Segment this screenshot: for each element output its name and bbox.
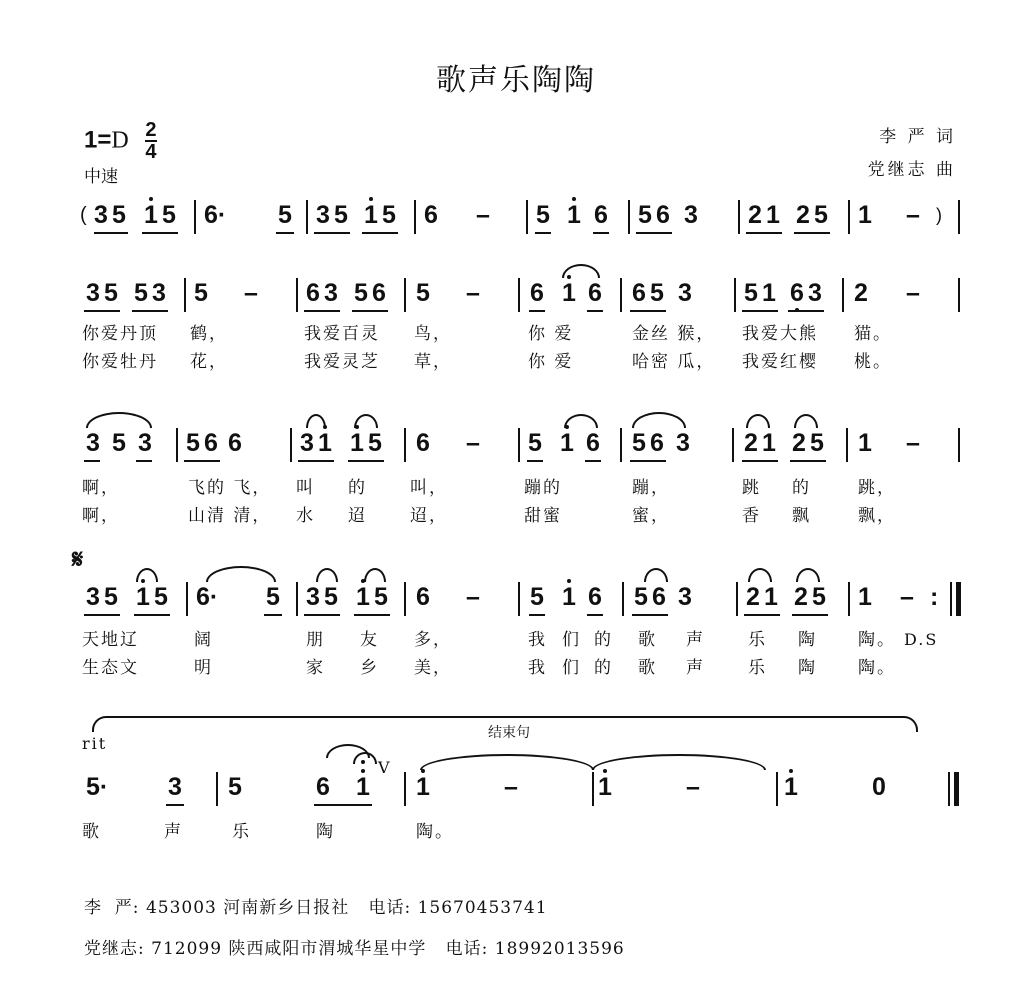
lyric: 水 <box>296 506 315 526</box>
note: 5 <box>638 201 652 229</box>
barline <box>306 200 308 234</box>
note: 3 <box>168 773 182 801</box>
slur <box>794 414 818 428</box>
note: 6 <box>372 279 386 307</box>
barline <box>628 200 630 234</box>
note: 3 <box>306 583 320 611</box>
note: 3 <box>86 429 100 457</box>
barline <box>404 582 406 616</box>
note: 1 <box>136 582 150 612</box>
lyric: 美， <box>414 658 452 678</box>
note: 2 <box>744 429 758 457</box>
note: 6 <box>424 201 438 229</box>
barline <box>848 200 850 234</box>
lyric: 陶 <box>798 630 817 650</box>
slur <box>364 568 386 582</box>
lyric: 阔 <box>194 630 213 650</box>
barline <box>736 582 738 616</box>
lyric: 歌 <box>82 822 101 842</box>
lyric: 飘 <box>792 506 811 526</box>
note: 5 <box>278 201 292 229</box>
lyric: 甜蜜 <box>524 506 562 526</box>
lyric: 猫。 <box>854 324 892 344</box>
lyric: 飞的 飞， <box>188 478 272 498</box>
dash: – <box>476 201 490 229</box>
barline <box>216 772 218 806</box>
lyric: 我 <box>528 658 547 678</box>
note: 1 <box>364 200 378 230</box>
note: 5 <box>112 201 126 229</box>
barline <box>290 428 292 462</box>
lyric: 明 <box>194 658 213 678</box>
note: 1 <box>356 582 370 612</box>
barline <box>176 428 178 462</box>
lyric: 的 <box>792 478 811 498</box>
lyric: 迢， <box>410 506 448 526</box>
final-barline-thick <box>954 772 959 806</box>
note: 5 <box>186 429 200 457</box>
note: 6 <box>306 279 320 307</box>
note: 5 <box>104 583 118 611</box>
lyric: 蹦， <box>632 478 670 498</box>
lyric: 生态文 <box>82 658 139 678</box>
final-barline-thin <box>948 772 950 806</box>
lyric: 多， <box>414 630 452 650</box>
note: 6 <box>594 201 608 229</box>
ending-label: 结束句 <box>488 725 530 741</box>
note: 2 <box>748 201 762 229</box>
lyric: 鸟， <box>414 324 452 344</box>
note: 1 <box>764 583 778 611</box>
lyric: 歌 <box>638 658 657 678</box>
lyric: 们 <box>562 630 581 650</box>
barline <box>404 428 406 462</box>
note: 6 <box>204 429 218 457</box>
note: 5· <box>86 773 109 801</box>
note: 5 <box>154 583 168 611</box>
lyric: 的 <box>594 658 613 678</box>
barline <box>518 428 520 462</box>
note: 6 <box>416 583 430 611</box>
lyrics-row-2 <box>82 324 972 374</box>
note: 6 <box>530 279 544 307</box>
barline <box>738 200 740 234</box>
tie <box>592 754 766 770</box>
composer-credit: 党继志 曲 <box>867 160 956 180</box>
lyric: 的 <box>348 478 367 498</box>
breath-mark: V <box>378 758 390 777</box>
slur <box>206 566 276 582</box>
barline <box>846 428 848 462</box>
note: 3 <box>684 201 698 229</box>
lyric: 陶。 <box>858 630 896 650</box>
note: 5 <box>528 429 542 457</box>
lyric: 陶 <box>798 658 817 678</box>
note: 5 <box>266 583 280 611</box>
barline <box>620 428 622 462</box>
lyric: 我爱百灵 <box>304 324 380 344</box>
note: 5 <box>134 279 148 307</box>
note: 3 <box>300 429 314 457</box>
lyric: 叫， <box>410 478 448 498</box>
note: 1 <box>766 201 780 229</box>
note: 6· <box>196 583 219 611</box>
barline <box>186 582 188 616</box>
lyric: 蜜， <box>632 506 670 526</box>
lyric: 乐 <box>748 658 767 678</box>
fermata-icon <box>353 752 377 764</box>
note: 1 <box>762 429 776 457</box>
key-letter: D <box>111 127 129 154</box>
note: 5 <box>650 279 664 307</box>
note: 2 <box>746 583 760 611</box>
barline <box>620 278 622 312</box>
note: 1 <box>762 279 776 307</box>
note: 6 <box>316 773 330 801</box>
note: 6 <box>632 279 646 307</box>
note: 5 <box>162 201 176 229</box>
slur <box>746 414 770 428</box>
slur <box>644 568 668 582</box>
note: 5 <box>112 429 126 457</box>
lyricist-credit: 李 严 词 <box>879 127 956 147</box>
note: 5 <box>194 279 208 307</box>
note: 3 <box>676 429 690 457</box>
tie <box>420 754 594 770</box>
note: 2 <box>796 201 810 229</box>
note: 1 <box>567 200 581 230</box>
note: 6 <box>416 429 430 457</box>
note: 2 <box>794 583 808 611</box>
barline <box>958 428 960 462</box>
note: 5 <box>810 429 824 457</box>
barline <box>592 772 594 806</box>
ds-marking: D.S <box>904 630 939 649</box>
barline <box>184 278 186 312</box>
note: 6 <box>652 583 666 611</box>
staff-row-3 <box>80 428 970 468</box>
note: 5 <box>632 429 646 457</box>
lyric: 友 <box>360 630 379 650</box>
note: 2 <box>792 429 806 457</box>
lyric: 陶 <box>316 822 335 842</box>
close-paren: ) <box>936 205 942 225</box>
lyric: 家 <box>306 658 325 678</box>
note: 5 <box>634 583 648 611</box>
note: 5 <box>814 201 828 229</box>
repeat-dots: : <box>930 583 939 611</box>
note: 3 <box>86 279 100 307</box>
barline <box>404 772 406 806</box>
lyric: 乐 <box>748 630 767 650</box>
note: 6 <box>228 429 242 457</box>
rit-marking: rit <box>82 734 108 753</box>
slur <box>316 568 338 582</box>
note: 1 <box>858 429 872 457</box>
note: 1 <box>562 582 576 612</box>
note: 1 <box>144 200 158 230</box>
note: 5 <box>104 279 118 307</box>
lyric: 你爱丹顶 <box>82 324 158 344</box>
dash: – <box>906 279 920 307</box>
lyric: 你 爱 <box>528 324 574 344</box>
barline <box>414 200 416 234</box>
note: 6 <box>656 201 670 229</box>
note: 1 <box>350 428 364 458</box>
note: 6 <box>790 278 804 308</box>
lyric: 跳， <box>858 478 896 498</box>
lyric: 叫 <box>296 478 315 498</box>
dash: – <box>504 773 518 801</box>
dash: – <box>466 583 480 611</box>
lyric: 金丝 猴， <box>632 324 716 344</box>
lyric: 乐 <box>232 822 251 842</box>
note: 5 <box>324 583 338 611</box>
note: 2 <box>854 279 868 307</box>
lyric: 你 爱 <box>528 352 574 372</box>
dash: – <box>466 279 480 307</box>
lyric: 乡 <box>360 658 379 678</box>
staff-row-5 <box>80 758 970 812</box>
note: 1 <box>858 583 872 611</box>
slur <box>748 568 772 582</box>
barline <box>732 428 734 462</box>
note: 5 <box>530 583 544 611</box>
barline <box>296 582 298 616</box>
staff-row-4 <box>80 582 970 622</box>
lyric: 我爱红樱 <box>742 352 818 372</box>
open-paren: ( <box>80 204 87 226</box>
note: 0 <box>872 773 886 801</box>
segno-sign: 𝄋 <box>72 545 84 575</box>
composer-contact: 党继志: 712099 陕西咸阳市渭城华星中学 电话: 18992013596 <box>84 939 625 959</box>
barline <box>734 278 736 312</box>
lyric: 歌 <box>638 630 657 650</box>
barline <box>958 200 960 234</box>
dash: – <box>900 583 914 611</box>
note: 5 <box>416 279 430 307</box>
note: 3 <box>152 279 166 307</box>
note: 6· <box>204 201 227 229</box>
time-sig-bottom: 4 <box>145 141 157 163</box>
repeat-barline-thick <box>956 582 961 616</box>
lyric: 我爱大熊 <box>742 324 818 344</box>
note: 5 <box>374 583 388 611</box>
note: 1 <box>784 772 798 802</box>
slur <box>564 414 598 428</box>
note: 6 <box>586 429 600 457</box>
lyric: 香 <box>742 506 761 526</box>
note: 5 <box>812 583 826 611</box>
tempo-marking: 中速 <box>84 167 118 187</box>
barline <box>296 278 298 312</box>
lyric: 花， <box>190 352 228 372</box>
staff-row-2 <box>80 278 970 318</box>
lyric: 声 <box>164 822 183 842</box>
lyric: 桃。 <box>854 352 892 372</box>
song-title: 歌声乐陶陶 <box>436 63 596 98</box>
lyricist-contact: 李 严: 453003 河南新乡日报社 电话: 15670453741 <box>84 898 548 918</box>
lyric: 我 <box>528 630 547 650</box>
key-prefix: 1= <box>84 126 112 154</box>
note: 5 <box>228 773 242 801</box>
lyric: 们 <box>562 658 581 678</box>
note: 3 <box>324 279 338 307</box>
slur <box>86 412 152 428</box>
lyric: 的 <box>594 630 613 650</box>
lyric: 蹦的 <box>524 478 562 498</box>
note: 5 <box>744 279 758 307</box>
staff-row-1 <box>80 200 970 240</box>
slur <box>796 568 820 582</box>
lyric: 陶。 <box>416 822 454 842</box>
dash: – <box>244 279 258 307</box>
note: 6 <box>588 279 602 307</box>
dash: – <box>686 773 700 801</box>
lyric: 飘， <box>858 506 896 526</box>
barline <box>848 582 850 616</box>
lyric: 你爱牡丹 <box>82 352 158 372</box>
note: 3 <box>678 583 692 611</box>
note: 3 <box>138 429 152 457</box>
note: 1 <box>560 428 574 458</box>
lyric: 朋 <box>306 630 325 650</box>
note: 3 <box>316 201 330 229</box>
note: 3 <box>808 279 822 307</box>
repeat-barline-thin <box>950 582 952 616</box>
lyrics-row-3 <box>82 478 972 528</box>
lyric: 天地辽 <box>82 630 139 650</box>
dash: – <box>466 429 480 457</box>
note: 1 <box>858 201 872 229</box>
note: 1 <box>598 772 612 802</box>
lyric: 啊， <box>82 506 120 526</box>
note: 5 <box>382 201 396 229</box>
note: 3 <box>94 201 108 229</box>
lyric: 声 <box>686 658 705 678</box>
note: 5 <box>536 201 550 229</box>
lyric: 哈密 瓜， <box>632 352 716 372</box>
dash: – <box>906 201 920 229</box>
time-sig-top: 2 <box>145 119 157 141</box>
barline <box>842 278 844 312</box>
barline <box>404 278 406 312</box>
barline <box>518 582 520 616</box>
note: 3 <box>86 583 100 611</box>
time-signature <box>145 120 156 162</box>
lyric: 啊， <box>82 478 120 498</box>
lyric: 鹤， <box>190 324 228 344</box>
lyric: 跳 <box>742 478 761 498</box>
barline <box>958 278 960 312</box>
lyric: 迢 <box>348 506 367 526</box>
note: 5 <box>368 429 382 457</box>
barline <box>194 200 196 234</box>
note: 1 <box>416 772 430 802</box>
lyrics-row-5 <box>82 822 972 848</box>
key-signature <box>84 120 157 162</box>
note: 6 <box>650 429 664 457</box>
slur <box>136 568 158 582</box>
lyrics-row-4 <box>82 630 972 680</box>
lyric: 草， <box>414 352 452 372</box>
barline <box>526 200 528 234</box>
note: 1 <box>356 772 370 802</box>
barline <box>776 772 778 806</box>
slur <box>632 412 686 428</box>
note: 1 <box>562 278 576 308</box>
barline <box>622 582 624 616</box>
note: 5 <box>354 279 368 307</box>
lyric: 陶。 <box>858 658 896 678</box>
lyric: 山清 清， <box>188 506 272 526</box>
barline <box>518 278 520 312</box>
note: 1 <box>318 428 332 458</box>
dash: – <box>906 429 920 457</box>
lyric: 我爱灵芝 <box>304 352 380 372</box>
note: 5 <box>334 201 348 229</box>
lyric: 声 <box>686 630 705 650</box>
note: 6 <box>588 583 602 611</box>
note: 3 <box>678 279 692 307</box>
